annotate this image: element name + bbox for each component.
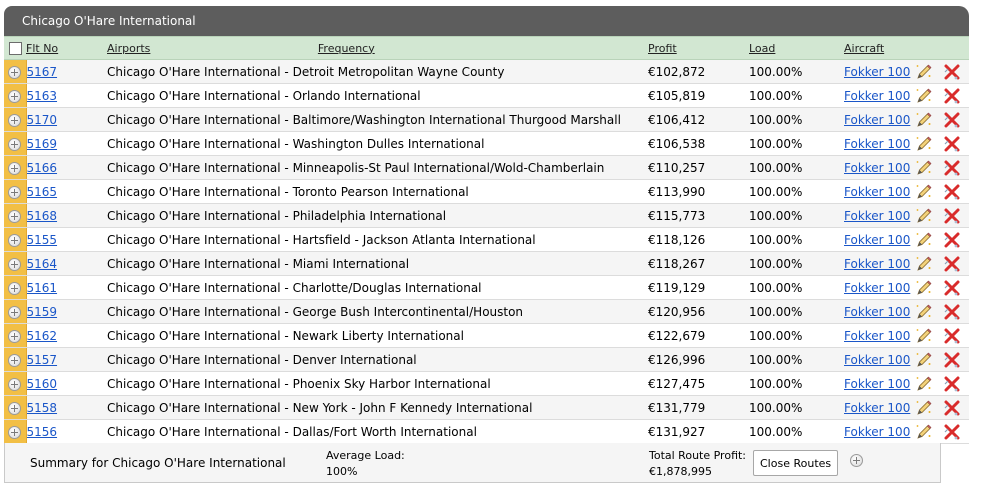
expand-plus-icon[interactable] xyxy=(8,234,21,247)
flight-number-link[interactable]: 5169 xyxy=(26,136,58,151)
delete-x-icon[interactable] xyxy=(943,207,961,225)
table-row xyxy=(4,132,969,156)
airports-cell: Chicago O'Hare International - Dallas/Fort Worth International xyxy=(107,420,648,444)
aircraft-link[interactable]: Fokker 100 xyxy=(844,376,911,391)
actions-cell xyxy=(915,396,969,420)
profit-cell: €126,996 xyxy=(648,348,749,372)
aircraft-link[interactable]: Fokker 100 xyxy=(844,232,911,247)
table-header xyxy=(4,37,969,60)
load-cell: 100.00% xyxy=(749,180,844,204)
col-frequency-label[interactable]: Frequency xyxy=(317,41,375,55)
delete-x-icon[interactable] xyxy=(943,87,961,105)
aircraft-cell xyxy=(844,372,915,396)
expand-plus-icon[interactable] xyxy=(8,354,21,367)
expand-plus-icon[interactable] xyxy=(8,306,21,319)
aircraft-link[interactable]: Fokker 100 xyxy=(844,400,911,415)
flight-number-link[interactable]: 5163 xyxy=(26,88,58,103)
edit-pencil-icon[interactable] xyxy=(915,135,933,153)
flight-number-link[interactable]: 5159 xyxy=(26,304,58,319)
flight-number-cell xyxy=(26,132,107,156)
aircraft-link[interactable]: Fokker 100 xyxy=(844,184,911,199)
actions-cell xyxy=(915,252,969,276)
aircraft-cell xyxy=(844,300,915,324)
load-cell: 100.00% xyxy=(749,396,844,420)
expand-cell xyxy=(4,228,26,252)
delete-x-icon[interactable] xyxy=(943,159,961,177)
aircraft-cell xyxy=(844,156,915,180)
table-row xyxy=(4,396,969,420)
aircraft-cell xyxy=(844,84,915,108)
aircraft-link[interactable]: Fokker 100 xyxy=(844,112,911,127)
profit-cell: €102,872 xyxy=(648,60,749,84)
expand-plus-icon[interactable] xyxy=(8,402,21,415)
aircraft-link[interactable]: Fokker 100 xyxy=(844,304,911,319)
col-profit-label[interactable]: Profit xyxy=(648,41,677,55)
col-load[interactable] xyxy=(749,37,844,60)
aircraft-link[interactable]: Fokker 100 xyxy=(844,136,911,151)
summary-label: Summary for Chicago O'Hare International xyxy=(30,456,286,470)
actions-cell xyxy=(915,180,969,204)
expand-cell xyxy=(4,420,26,444)
airports-cell: Chicago O'Hare International - Washington Dulles International xyxy=(107,132,648,156)
load-cell: 100.00% xyxy=(749,204,844,228)
profit-cell: €118,267 xyxy=(648,252,749,276)
flight-number-link[interactable]: 5166 xyxy=(26,160,58,175)
aircraft-cell xyxy=(844,228,915,252)
expand-cell xyxy=(4,60,26,84)
aircraft-link[interactable]: Fokker 100 xyxy=(844,88,911,103)
aircraft-cell xyxy=(844,420,915,444)
flight-number-cell xyxy=(26,420,107,444)
flight-number-link[interactable]: 5165 xyxy=(26,184,58,199)
summary-bar xyxy=(4,443,941,483)
actions-cell xyxy=(915,276,969,300)
profit-cell: €118,126 xyxy=(648,228,749,252)
table-row xyxy=(4,324,969,348)
flight-number-cell xyxy=(26,348,107,372)
edit-pencil-icon[interactable] xyxy=(915,351,933,369)
expand-plus-icon[interactable] xyxy=(8,258,21,271)
actions-cell xyxy=(915,132,969,156)
flight-number-cell xyxy=(26,252,107,276)
aircraft-cell xyxy=(844,204,915,228)
flight-number-cell xyxy=(26,372,107,396)
delete-x-icon[interactable] xyxy=(943,303,961,321)
table-row xyxy=(4,300,969,324)
close-routes-button[interactable]: Close Routes xyxy=(753,450,838,476)
airports-cell: Chicago O'Hare International - Philadelphia International xyxy=(107,204,648,228)
expand-cell xyxy=(4,132,26,156)
expand-cell xyxy=(4,252,26,276)
expand-plus-icon[interactable] xyxy=(8,114,21,127)
expand-cell xyxy=(4,108,26,132)
profit-cell: €115,773 xyxy=(648,204,749,228)
delete-x-icon[interactable] xyxy=(943,375,961,393)
edit-pencil-icon[interactable] xyxy=(915,399,933,417)
edit-pencil-icon[interactable] xyxy=(915,183,933,201)
table-row xyxy=(4,156,969,180)
expand-plus-icon[interactable] xyxy=(8,138,21,151)
table-row xyxy=(4,348,969,372)
total-profit-value: €1,878,995 xyxy=(649,465,712,478)
load-cell: 100.00% xyxy=(749,300,844,324)
delete-x-icon[interactable] xyxy=(943,111,961,129)
expand-cell xyxy=(4,396,26,420)
delete-x-icon[interactable] xyxy=(943,279,961,297)
flight-number-link[interactable]: 5158 xyxy=(26,400,58,415)
load-cell: 100.00% xyxy=(749,84,844,108)
aircraft-cell xyxy=(844,132,915,156)
aircraft-link[interactable]: Fokker 100 xyxy=(844,64,911,79)
aircraft-link[interactable]: Fokker 100 xyxy=(844,352,911,367)
airports-cell: Chicago O'Hare International - Hartsfield - Jackson Atlanta International xyxy=(107,228,648,252)
delete-x-icon[interactable] xyxy=(943,327,961,345)
select-all-checkbox[interactable] xyxy=(9,42,22,55)
profit-cell: €131,927 xyxy=(648,420,749,444)
aircraft-cell xyxy=(844,252,915,276)
col-flt-no-label[interactable]: Flt No xyxy=(26,41,59,55)
load-cell: 100.00% xyxy=(749,156,844,180)
expand-plus-icon[interactable] xyxy=(8,330,21,343)
profit-cell: €105,819 xyxy=(648,84,749,108)
airports-cell: Chicago O'Hare International - Minneapolis-St Paul International/Wold-Chamberlain xyxy=(107,156,648,180)
table-row xyxy=(4,252,969,276)
aircraft-cell xyxy=(844,348,915,372)
actions-cell xyxy=(915,84,969,108)
edit-pencil-icon[interactable] xyxy=(915,159,933,177)
load-cell: 100.00% xyxy=(749,132,844,156)
table-row xyxy=(4,60,969,84)
table-row xyxy=(4,108,969,132)
col-flt-no[interactable] xyxy=(26,37,107,60)
edit-pencil-icon[interactable] xyxy=(915,207,933,225)
table-row xyxy=(4,180,969,204)
flight-number-link[interactable]: 5164 xyxy=(26,256,58,271)
flight-number-cell xyxy=(26,180,107,204)
flight-number-link[interactable]: 5160 xyxy=(26,376,58,391)
table-row xyxy=(4,204,969,228)
actions-cell xyxy=(915,420,969,444)
expand-plus-icon[interactable] xyxy=(8,210,21,223)
airports-cell: Chicago O'Hare International - Charlotte/Douglas International xyxy=(107,276,648,300)
panel-title: Chicago O'Hare International xyxy=(4,6,969,36)
delete-x-icon[interactable] xyxy=(943,135,961,153)
flight-number-cell xyxy=(26,228,107,252)
actions-cell xyxy=(915,204,969,228)
aircraft-link[interactable]: Fokker 100 xyxy=(844,328,911,343)
profit-cell: €120,956 xyxy=(648,300,749,324)
flight-number-cell xyxy=(26,300,107,324)
actions-cell xyxy=(915,108,969,132)
aircraft-cell xyxy=(844,324,915,348)
flight-number-link[interactable]: 5162 xyxy=(26,328,58,343)
table-row xyxy=(4,84,969,108)
aircraft-link[interactable]: Fokker 100 xyxy=(844,424,911,439)
load-cell: 100.00% xyxy=(749,252,844,276)
aircraft-cell xyxy=(844,396,915,420)
expand-cell xyxy=(4,156,26,180)
total-profit-label: Total Route Profit: xyxy=(649,449,747,462)
aircraft-cell xyxy=(844,276,915,300)
flight-number-link[interactable]: 5167 xyxy=(26,64,58,79)
routes-table xyxy=(4,36,969,444)
flight-number-link[interactable]: 5157 xyxy=(26,352,58,367)
edit-pencil-icon[interactable] xyxy=(915,327,933,345)
delete-x-icon[interactable] xyxy=(943,63,961,81)
aircraft-cell xyxy=(844,180,915,204)
flight-number-cell xyxy=(26,60,107,84)
col-airports-label[interactable]: Airports xyxy=(107,41,151,55)
airports-cell: Chicago O'Hare International - New York - John F Kennedy International xyxy=(107,396,648,420)
expand-plus-icon[interactable] xyxy=(8,66,21,79)
flight-number-link[interactable]: 5161 xyxy=(26,280,58,295)
flight-number-cell xyxy=(26,324,107,348)
expand-plus-icon[interactable] xyxy=(8,162,21,175)
expand-cell xyxy=(4,348,26,372)
airports-cell: Chicago O'Hare International - Phoenix Sky Harbor International xyxy=(107,372,648,396)
actions-cell xyxy=(915,300,969,324)
average-load-value: 100% xyxy=(326,465,358,478)
actions-cell xyxy=(915,60,969,84)
table-row xyxy=(4,228,969,252)
aircraft-link[interactable]: Fokker 100 xyxy=(844,280,911,295)
edit-pencil-icon[interactable] xyxy=(915,87,933,105)
col-aircraft-label[interactable]: Aircraft xyxy=(844,41,885,55)
expand-cell xyxy=(4,324,26,348)
col-profit[interactable] xyxy=(648,37,749,60)
expand-cell xyxy=(4,204,26,228)
average-load-label: Average Load: xyxy=(326,449,405,462)
select-all-cell xyxy=(4,37,26,60)
expand-plus-icon[interactable] xyxy=(8,90,21,103)
actions-cell xyxy=(915,228,969,252)
actions-cell xyxy=(915,372,969,396)
flight-number-cell xyxy=(26,156,107,180)
load-cell: 100.00% xyxy=(749,420,844,444)
expand-cell xyxy=(4,84,26,108)
airports-cell: Chicago O'Hare International - Miami International xyxy=(107,252,648,276)
actions-cell xyxy=(915,324,969,348)
profit-cell: €106,412 xyxy=(648,108,749,132)
table-row xyxy=(4,372,969,396)
aircraft-link[interactable]: Fokker 100 xyxy=(844,160,911,175)
edit-pencil-icon[interactable] xyxy=(915,255,933,273)
flight-number-cell xyxy=(26,84,107,108)
expand-plus-icon[interactable] xyxy=(8,426,21,439)
aircraft-link[interactable]: Fokker 100 xyxy=(844,256,911,271)
load-cell: 100.00% xyxy=(749,372,844,396)
expand-plus-icon[interactable] xyxy=(8,186,21,199)
edit-pencil-icon[interactable] xyxy=(915,303,933,321)
airports-cell: Chicago O'Hare International - Detroit Metropolitan Wayne County xyxy=(107,60,648,84)
flight-number-link[interactable]: 5156 xyxy=(26,424,58,439)
col-actions xyxy=(915,37,969,60)
airports-cell: Chicago O'Hare International - Denver International xyxy=(107,348,648,372)
delete-x-icon[interactable] xyxy=(943,231,961,249)
delete-x-icon[interactable] xyxy=(943,351,961,369)
load-cell: 100.00% xyxy=(749,348,844,372)
airports-cell: Chicago O'Hare International - Newark Liberty International xyxy=(107,324,648,348)
aircraft-cell xyxy=(844,108,915,132)
expand-cell xyxy=(4,180,26,204)
edit-pencil-icon[interactable] xyxy=(915,423,933,441)
load-cell: 100.00% xyxy=(749,108,844,132)
edit-pencil-icon[interactable] xyxy=(915,375,933,393)
expand-plus-icon[interactable] xyxy=(8,282,21,295)
flight-number-cell xyxy=(26,108,107,132)
profit-cell: €119,129 xyxy=(648,276,749,300)
flight-number-cell xyxy=(26,396,107,420)
airports-cell: Chicago O'Hare International - Orlando International xyxy=(107,84,648,108)
expand-plus-icon[interactable] xyxy=(8,378,21,391)
profit-cell: €131,779 xyxy=(648,396,749,420)
delete-x-icon[interactable] xyxy=(943,423,961,441)
profit-cell: €122,679 xyxy=(648,324,749,348)
col-airports[interactable] xyxy=(107,37,648,60)
profit-cell: €106,538 xyxy=(648,132,749,156)
routes-body xyxy=(4,60,969,444)
aircraft-link[interactable]: Fokker 100 xyxy=(844,208,911,223)
flight-number-cell xyxy=(26,276,107,300)
edit-pencil-icon[interactable] xyxy=(915,231,933,249)
load-cell: 100.00% xyxy=(749,324,844,348)
delete-x-icon[interactable] xyxy=(943,183,961,201)
col-aircraft[interactable] xyxy=(844,37,915,60)
col-load-label[interactable]: Load xyxy=(749,41,776,55)
table-row xyxy=(4,276,969,300)
edit-pencil-icon[interactable] xyxy=(915,279,933,297)
flight-number-cell xyxy=(26,204,107,228)
delete-x-icon[interactable] xyxy=(943,399,961,417)
airports-cell: Chicago O'Hare International - George Bush Intercontinental/Houston xyxy=(107,300,648,324)
actions-cell xyxy=(915,348,969,372)
expand-cell xyxy=(4,300,26,324)
edit-pencil-icon[interactable] xyxy=(915,63,933,81)
airports-cell: Chicago O'Hare International - Baltimore/Washington International Thurgood Marshall xyxy=(107,108,648,132)
routes-panel xyxy=(4,6,969,444)
flight-number-link[interactable]: 5155 xyxy=(26,232,58,247)
load-cell: 100.00% xyxy=(749,228,844,252)
load-cell: 100.00% xyxy=(749,276,844,300)
expand-cell xyxy=(4,276,26,300)
load-cell: 100.00% xyxy=(749,60,844,84)
table-row xyxy=(4,420,969,444)
flight-number-link[interactable]: 5168 xyxy=(26,208,58,223)
profit-cell: €127,475 xyxy=(648,372,749,396)
expand-cell xyxy=(4,372,26,396)
delete-x-icon[interactable] xyxy=(943,255,961,273)
profit-cell: €113,990 xyxy=(648,180,749,204)
add-plus-icon[interactable] xyxy=(850,454,863,467)
edit-pencil-icon[interactable] xyxy=(915,111,933,129)
airports-cell: Chicago O'Hare International - Toronto Pearson International xyxy=(107,180,648,204)
aircraft-cell xyxy=(844,60,915,84)
profit-cell: €110,257 xyxy=(648,156,749,180)
actions-cell xyxy=(915,156,969,180)
flight-number-link[interactable]: 5170 xyxy=(26,112,58,127)
